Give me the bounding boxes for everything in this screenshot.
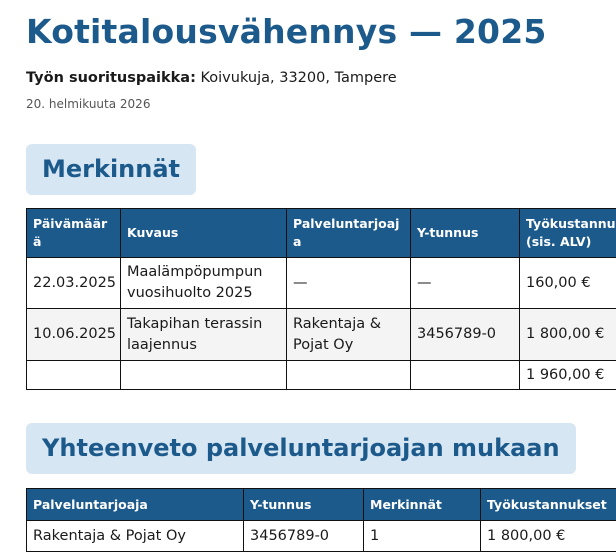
total-empty-cell [121,361,287,390]
total-empty-cell [287,361,411,390]
entry-description: Takapihan terassin laajennus [121,309,287,361]
entry-business-id: — [411,258,520,309]
entry-date: 10.06.2025 [27,309,121,361]
entry-date: 22.03.2025 [27,258,121,309]
col-provider-header: Palveluntarjoaj a [287,209,411,258]
summary-business-id: 3456789-0 [244,521,364,552]
entry-labor-cost: 160,00 € [520,258,616,309]
entries-header-row [27,209,616,258]
entries-heading: Merkinnät [26,144,196,195]
summary-header-row [27,489,616,521]
work-place-value: Koivukuja, 33200, Tampere [200,70,397,86]
work-place [26,70,397,86]
entry-provider: Rakentaja & Pojat Oy [287,309,411,361]
summary-labor-cost: 1 800,00 € [481,521,616,552]
table-row [27,309,616,361]
col-provider-header: Palveluntarjoaja [27,489,244,521]
col-business-id-header: Y-tunnus [244,489,364,521]
entry-business-id: 3456789-0 [411,309,520,361]
total-empty-cell [27,361,121,390]
work-place-label: Työn suorituspaikka: [26,70,196,86]
entry-provider: — [287,258,411,309]
col-business-id-header: Y-tunnus [411,209,520,258]
summary-table [26,488,616,552]
col-entries-count-header: Merkinnät [364,489,481,521]
total-empty-cell [411,361,520,390]
total-labor-cost: 1 960,00 € [520,361,616,390]
col-date-header: Päivämäär ä [27,209,121,258]
summary-heading: Yhteenveto palveluntarjoajan mukaan [26,423,576,474]
document-date: 20. helmikuuta 2026 [26,97,151,111]
table-row [27,258,616,309]
total-row [27,361,616,390]
summary-entries-count: 1 [364,521,481,552]
col-labor-cost-header: Työkustannukset [481,489,616,521]
entry-labor-cost: 1 800,00 € [520,309,616,361]
entries-table [26,208,616,390]
col-description-header: Kuvaus [121,209,287,258]
summary-provider: Rakentaja & Pojat Oy [27,521,244,552]
col-labor-cost-header: Työkustannu (sis. ALV) [520,209,616,258]
entry-description: Maalämpöpumpun vuosihuolto 2025 [121,258,287,309]
table-row [27,521,616,552]
document-title: Kotitalousvähennys — 2025 [26,12,547,51]
